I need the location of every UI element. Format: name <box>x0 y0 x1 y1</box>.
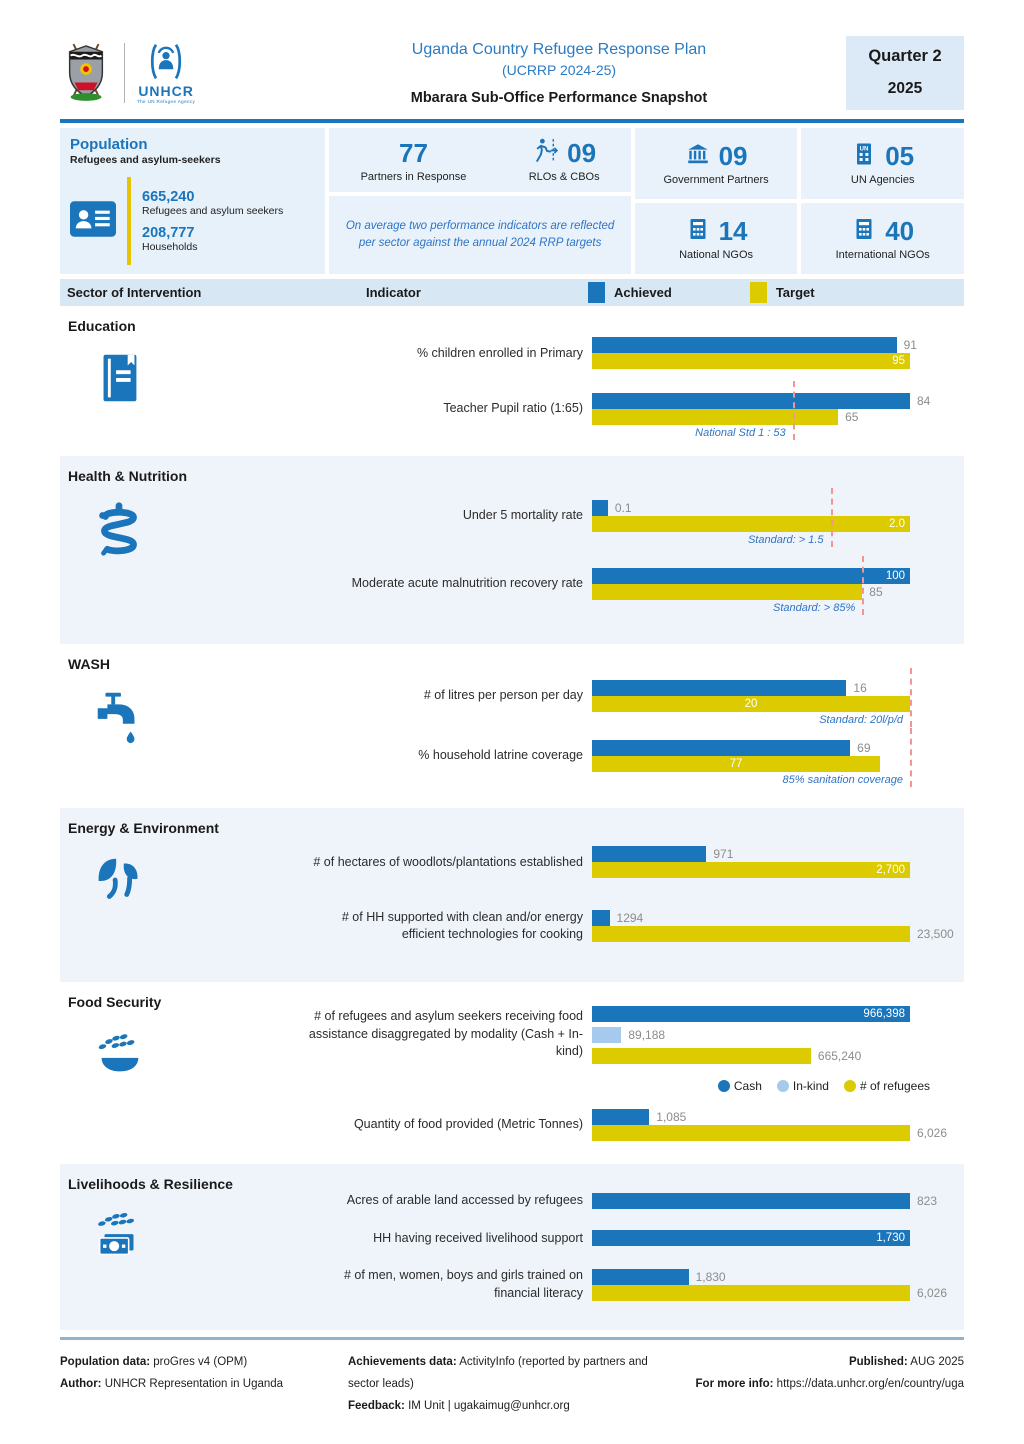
chart-legend <box>302 1079 964 1093</box>
refugees-count-label: Refugees and asylum seekers <box>142 205 284 217</box>
bar-value: 84 <box>917 393 931 408</box>
bar-value: 89,188 <box>628 1027 666 1042</box>
section-title: Health & Nutrition <box>68 468 187 484</box>
food-bowl-icon <box>90 1025 302 1088</box>
bar-value: 971 <box>713 847 734 862</box>
indicator-row <box>302 1109 964 1141</box>
legend-dot-target <box>844 1080 856 1092</box>
legend-label: In-kind <box>792 1079 829 1093</box>
section-education <box>60 306 964 456</box>
indicator-label: Quantity of food provided (Metric Tonnes) <box>353 1116 583 1131</box>
performance-note: On average two performance indicators are reflected per sector against the annual 2024 RRP targets <box>329 196 630 274</box>
achieved-bar <box>592 1006 910 1022</box>
legend-item <box>777 1079 829 1093</box>
bar-group <box>592 910 954 942</box>
standard-line <box>910 728 912 787</box>
indicator-label: % children enrolled in Primary <box>416 345 583 360</box>
footer-column-1 <box>60 1352 348 1418</box>
partners-count: 77 <box>399 137 428 168</box>
id-card-icon <box>70 201 116 242</box>
footer-achievements-data: Achievements data: ActivityInfo (reported by partners and sector leads) <box>348 1356 648 1391</box>
ngo-building-icon <box>851 216 877 247</box>
bar-line <box>592 862 910 878</box>
section-header-energy-environment <box>60 808 302 982</box>
government-partners-count: 09 <box>718 141 748 171</box>
bar-line <box>592 337 917 353</box>
section-food-security <box>60 982 964 1164</box>
quarter-label: Quarter 2 <box>868 47 942 65</box>
bar-group <box>592 500 910 546</box>
achieved-bar <box>592 337 897 353</box>
bar-value: 6,026 <box>917 1285 948 1300</box>
indicator-row <box>302 846 964 878</box>
bar-value: 23,500 <box>917 927 954 942</box>
achieved-bar <box>592 500 608 516</box>
bar-line <box>592 740 910 756</box>
bar-line <box>592 696 910 712</box>
national-ngos-count: 14 <box>718 216 748 246</box>
legend-dot-achieved <box>718 1080 730 1092</box>
bar-group <box>592 337 917 369</box>
indicator-label: # of refugees and asylum seekers receiving food assistance disaggregated by modality (Cash + In-kind) <box>308 1009 583 1059</box>
standard-line <box>862 556 864 615</box>
column-header-sector: Sector of Intervention <box>67 285 202 300</box>
bar-group <box>592 680 910 726</box>
indicator-label: Moderate acute malnutrition recovery rate <box>351 576 583 591</box>
section-rows <box>302 456 964 644</box>
bar-value: 1,085 <box>656 1109 687 1124</box>
indicator-label: # of hectares of woodlots/plantations established <box>313 854 583 869</box>
stat-rlos-cbos <box>529 137 600 183</box>
achieved-bar <box>592 680 846 696</box>
quarter-year: 2025 <box>887 80 923 97</box>
bar-value: 2.0 <box>889 518 905 530</box>
bar-line <box>592 1193 938 1209</box>
target-bar <box>592 696 910 712</box>
bar-group <box>592 740 910 786</box>
person-running-icon <box>532 137 559 169</box>
legend-achieved-label: Achieved <box>614 285 672 300</box>
achieved-bar <box>592 1269 689 1285</box>
bar-line <box>592 1125 948 1141</box>
unhcr-logo-text: UNHCR <box>138 83 194 99</box>
bar-line <box>592 393 931 409</box>
stats-band <box>60 128 964 274</box>
standard-label: National Std 1 : 53 <box>695 426 786 439</box>
population-subtitle: Refugees and asylum-seekers <box>70 154 221 166</box>
header-rule <box>60 119 964 123</box>
bar-group <box>592 1230 910 1246</box>
target-bar <box>592 756 880 772</box>
legend-label: Cash <box>733 1079 762 1093</box>
partners-column-2 <box>801 128 964 274</box>
bar-value: 6,026 <box>917 1125 948 1140</box>
bar-group <box>592 1006 910 1064</box>
section-title: Education <box>68 318 136 334</box>
section-rows <box>302 1164 964 1330</box>
indicator-row <box>302 680 964 726</box>
rlos-cbos-count: 09 <box>567 137 597 168</box>
achieved-bar <box>592 740 850 756</box>
plant-icon <box>90 851 302 914</box>
bar-group <box>592 393 931 439</box>
partners-column-1 <box>635 128 798 274</box>
unhcr-logo <box>137 42 195 104</box>
svg-text:UN: UN <box>859 146 869 153</box>
bar-group <box>592 846 910 878</box>
section-livelihoods-resilience <box>60 1164 964 1330</box>
bar-group <box>592 1109 948 1141</box>
indicator-row <box>302 568 964 614</box>
bar-value: 20 <box>744 698 758 710</box>
standard-label: Standard: 20l/p/d <box>819 714 903 726</box>
population-panel <box>60 128 325 274</box>
indicator-label: # of HH supported with clean and/or energy efficient technologies for cooking <box>341 909 583 942</box>
logo-divider <box>124 43 125 103</box>
bar-line <box>592 1006 910 1022</box>
indicator-label: # of litres per person per day <box>423 688 583 703</box>
section-rows <box>302 306 964 456</box>
section-title: Energy & Environment <box>68 820 219 836</box>
bar-value: 1294 <box>616 911 644 926</box>
un-agencies-count: 05 <box>885 141 915 171</box>
achieved-bar <box>592 1193 910 1209</box>
partners-count-label: Partners in Response <box>360 170 467 183</box>
international-ngos-count: 40 <box>885 216 915 246</box>
indicator-row <box>302 337 964 369</box>
bar-line <box>592 500 910 516</box>
footer-column-3 <box>664 1352 964 1418</box>
legend-dot-inkind <box>777 1080 789 1092</box>
government-icon <box>685 141 711 172</box>
page-title-line1: Uganda Country Refugee Response Plan <box>411 40 707 58</box>
bar-value: 100 <box>885 570 905 582</box>
bar-line <box>592 846 910 862</box>
indicator-label: # of men, women, boys and girls trained on financial literacy <box>343 1268 583 1300</box>
bar-value: 65 <box>845 409 859 424</box>
indicator-label: Acres of arable land accessed by refugees <box>346 1193 583 1207</box>
header <box>60 36 964 110</box>
refugees-count: 665,240 <box>142 189 195 205</box>
page-subtitle: Mbarara Sub-Office Performance Snapshot <box>410 89 708 106</box>
stat-partners-in-response <box>361 138 467 183</box>
target-bar <box>592 1285 910 1301</box>
bar-line <box>592 680 910 696</box>
indicator-row <box>302 1006 964 1064</box>
bar-line <box>592 756 910 772</box>
section-header-health-nutrition <box>60 456 302 644</box>
indicator-label: % household latrine coverage <box>418 748 583 763</box>
quarter-badge <box>846 36 964 110</box>
footer-rule <box>60 1337 964 1340</box>
title-block <box>272 41 846 106</box>
footer-feedback: Feedback: IM Unit | ugakaimug@unhcr.org <box>348 1400 570 1413</box>
footer-more-info: For more info: https://data.unhcr.org/en/country/uga <box>695 1378 964 1391</box>
target-bar <box>592 409 838 425</box>
bar-value: 823 <box>917 1193 938 1208</box>
indicator-row <box>302 909 964 944</box>
inkind-bar <box>592 1027 621 1043</box>
target-bar <box>592 1048 811 1064</box>
bar-value: 0.1 <box>614 501 632 515</box>
legend-item <box>718 1079 762 1093</box>
more-info-link[interactable]: https://data.unhcr.org/en/country/uga <box>773 1378 964 1391</box>
achieved-bar <box>592 1109 649 1125</box>
target-bar <box>592 926 910 942</box>
section-energy-environment <box>60 808 964 982</box>
target-bar <box>592 516 910 532</box>
un-agencies-label: UN Agencies <box>850 174 915 186</box>
bar-line <box>592 1285 948 1301</box>
rlos-cbos-label: RLOs & CBOs <box>528 171 600 183</box>
indicator-label: Teacher Pupil ratio (1:65) <box>443 400 583 415</box>
section-rows <box>302 982 964 1164</box>
legend-target-label: Target <box>775 285 815 300</box>
international-ngos-label: International NGOs <box>835 249 930 261</box>
stat-government-partners <box>635 128 798 199</box>
partners-top-row <box>329 128 630 192</box>
standard-label: Standard: > 1.5 <box>747 534 824 546</box>
stat-international-ngos <box>801 203 964 274</box>
population-yellow-divider <box>127 177 131 265</box>
achieved-bar <box>592 393 910 409</box>
sector-sections <box>60 306 964 1330</box>
indicator-label: HH having received livelihood support <box>373 1230 583 1245</box>
standard-label: Standard: > 85% <box>773 602 856 614</box>
indicator-row <box>302 1230 964 1248</box>
footer <box>60 1337 964 1418</box>
population-body <box>70 177 315 265</box>
bar-value: 16 <box>853 681 867 695</box>
standard-line <box>910 668 912 727</box>
un-building-icon <box>851 141 877 172</box>
bar-value: 665,240 <box>817 1048 862 1063</box>
government-partners-label: Government Partners <box>663 174 769 186</box>
unhcr-emblem-icon <box>147 42 185 82</box>
achieved-bar <box>592 1230 910 1246</box>
bar-group <box>592 1193 938 1209</box>
achieved-bar <box>592 910 610 926</box>
bar-group <box>592 1269 948 1301</box>
legend-label: # of refugees <box>859 1079 930 1093</box>
bar-line <box>592 353 910 369</box>
bar-line <box>592 1027 910 1043</box>
bar-line <box>592 1269 910 1285</box>
stat-national-ngos <box>635 203 798 274</box>
indicator-row <box>302 393 964 439</box>
partners-middle-column <box>329 128 630 274</box>
population-title: Population <box>70 136 148 153</box>
indicator-label: Under 5 mortality rate <box>462 508 583 523</box>
section-header-food-security <box>60 982 302 1164</box>
faucet-icon <box>90 687 302 750</box>
logo-group <box>60 40 272 107</box>
households-count-label: Households <box>142 241 198 253</box>
footer-column-2 <box>348 1352 664 1418</box>
standard-label: 85% sanitation coverage <box>782 774 903 786</box>
target-bar <box>592 353 910 369</box>
section-title: Food Security <box>68 994 162 1010</box>
bar-value: 2,700 <box>876 864 905 877</box>
bar-value: 69 <box>857 741 871 755</box>
bar-line <box>592 910 910 926</box>
section-rows <box>302 808 964 982</box>
section-header-livelihoods-resilience <box>60 1164 302 1330</box>
footer-population-data: Population data: proGres v4 (OPM) <box>60 1356 248 1369</box>
population-figures <box>142 189 283 253</box>
bar-value: 91 <box>903 338 917 353</box>
unhcr-tagline: The UN Refugee Agency <box>137 99 196 104</box>
bar-value: 77 <box>729 758 743 770</box>
section-header-education <box>60 306 302 456</box>
indicator-row <box>302 500 964 546</box>
bar-line <box>592 409 910 425</box>
achieved-swatch <box>588 282 605 303</box>
section-rows <box>302 644 964 808</box>
bar-line <box>592 1048 910 1064</box>
footer-author: Author: UNHCR Representation in Uganda <box>60 1378 284 1391</box>
bar-value: 85 <box>869 585 883 599</box>
indicator-row <box>302 1192 964 1210</box>
target-swatch <box>750 282 767 303</box>
section-health-nutrition <box>60 456 964 644</box>
book-icon <box>90 349 302 412</box>
bar-line <box>592 516 910 532</box>
households-count: 208,777 <box>142 225 195 241</box>
bar-value: 95 <box>892 355 905 368</box>
bar-group <box>592 568 910 614</box>
target-bar <box>592 862 910 878</box>
section-header-wash <box>60 644 302 808</box>
bar-line <box>592 1230 910 1246</box>
bar-line <box>592 926 954 942</box>
stat-un-agencies <box>801 128 964 199</box>
ngo-building-icon <box>685 216 711 247</box>
page-title-line2: (UCRRP 2024-25) <box>501 61 617 78</box>
target-bar <box>592 584 862 600</box>
achieved-bar <box>592 846 706 862</box>
bar-value: 1,730 <box>876 1232 905 1245</box>
indicator-row <box>302 1267 964 1302</box>
chart-header-row <box>60 279 964 306</box>
section-title: WASH <box>68 656 110 672</box>
section-wash <box>60 644 964 808</box>
legend-item <box>844 1079 930 1093</box>
section-title: Livelihoods & Resilience <box>68 1176 233 1192</box>
bar-value: 966,398 <box>863 1007 905 1020</box>
footer-published: Published: AUG 2025 <box>848 1356 964 1369</box>
bar-line <box>592 1109 910 1125</box>
medical-snake-icon <box>90 499 302 564</box>
standard-line <box>831 488 833 547</box>
target-bar <box>592 1125 910 1141</box>
bar-value: 1,830 <box>695 1269 726 1284</box>
wheat-money-icon <box>90 1207 302 1270</box>
uganda-coat-of-arms-icon <box>60 40 112 107</box>
national-ngos-label: National NGOs <box>679 249 754 261</box>
standard-line <box>793 381 795 440</box>
column-header-indicator: Indicator <box>366 285 421 300</box>
indicator-row <box>302 740 964 786</box>
